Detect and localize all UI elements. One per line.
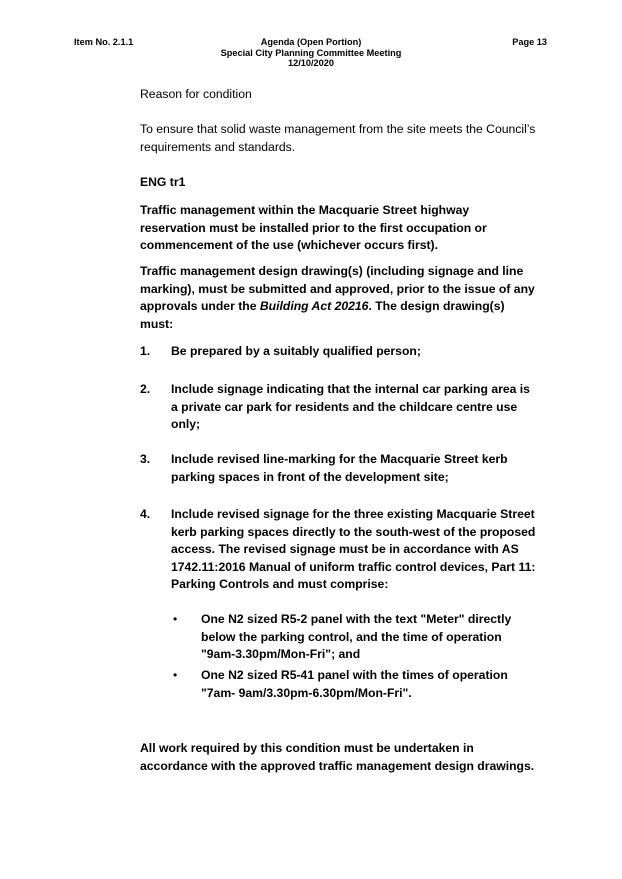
bullet-2-text: One N2 sized R5-41 panel with the times of operation "7am- 9am/3.30pm-6.30pm/Mon-Fri". — [201, 668, 508, 700]
design-post: . The design drawing(s) must: — [140, 299, 505, 331]
design-requirements — [140, 263, 536, 333]
bullet-1-symbol: • — [173, 612, 178, 626]
design-pre: Traffic management design drawing(s) (including signage and line marking), must be submitted and approved, prior to the issue of any approvals under the — [140, 264, 535, 313]
agenda-title: Agenda (Open Portion) — [260, 37, 362, 47]
item-4-number: 4. — [140, 507, 151, 521]
item-3-text: Include revised line-marking for the Macquarie Street kerb parking spaces in front of the development site; — [171, 452, 508, 484]
reason-text: To ensure that solid waste management from the site meets the Council’s requirements and standards. — [140, 122, 536, 154]
meeting-date: 12/10/2020 — [288, 58, 334, 68]
condition-code: ENG tr1 — [140, 175, 186, 189]
item-1-text: Be prepared by a suitably qualified person; — [171, 344, 421, 358]
meeting-title: Special City Planning Committee Meeting — [220, 48, 402, 58]
item-2-text: Include signage indicating that the internal car parking area is a private car park for residents and the childcare centre use only; — [171, 382, 530, 431]
reason-heading: Reason for condition — [140, 87, 252, 101]
bullet-2-symbol: • — [173, 668, 178, 682]
condition-intro: Traffic management within the Macquarie Street highway reservation must be installed prior to the first occupation or commencement of the use (whichever occurs first). — [140, 203, 487, 252]
item-1-number: 1. — [140, 344, 151, 358]
item-3-number: 3. — [140, 452, 151, 466]
item-2-number: 2. — [140, 382, 151, 396]
building-act: Building Act 20216 — [259, 299, 369, 313]
closing-text: All work required by this condition must be undertaken in accordance with the approved traffic management design drawings. — [140, 741, 535, 773]
item-4-text: Include revised signage for the three existing Macquarie Street kerb parking spaces directly to the south-west of the proposed access. The revised signage must be in accordance with AS 1742.11:2016 Manual of uniform traffic control devices, Part 11: Parking Controls and must comprise: — [171, 507, 536, 591]
page-number: Page 13 — [512, 37, 547, 47]
bullet-1-text: One N2 sized R5-2 panel with the text "Meter" directly below the parking control, and the time of operation "9am-3.30pm/Mon-Fri"; and — [201, 612, 512, 661]
item-number: Item No. 2.1.1 — [74, 37, 134, 47]
